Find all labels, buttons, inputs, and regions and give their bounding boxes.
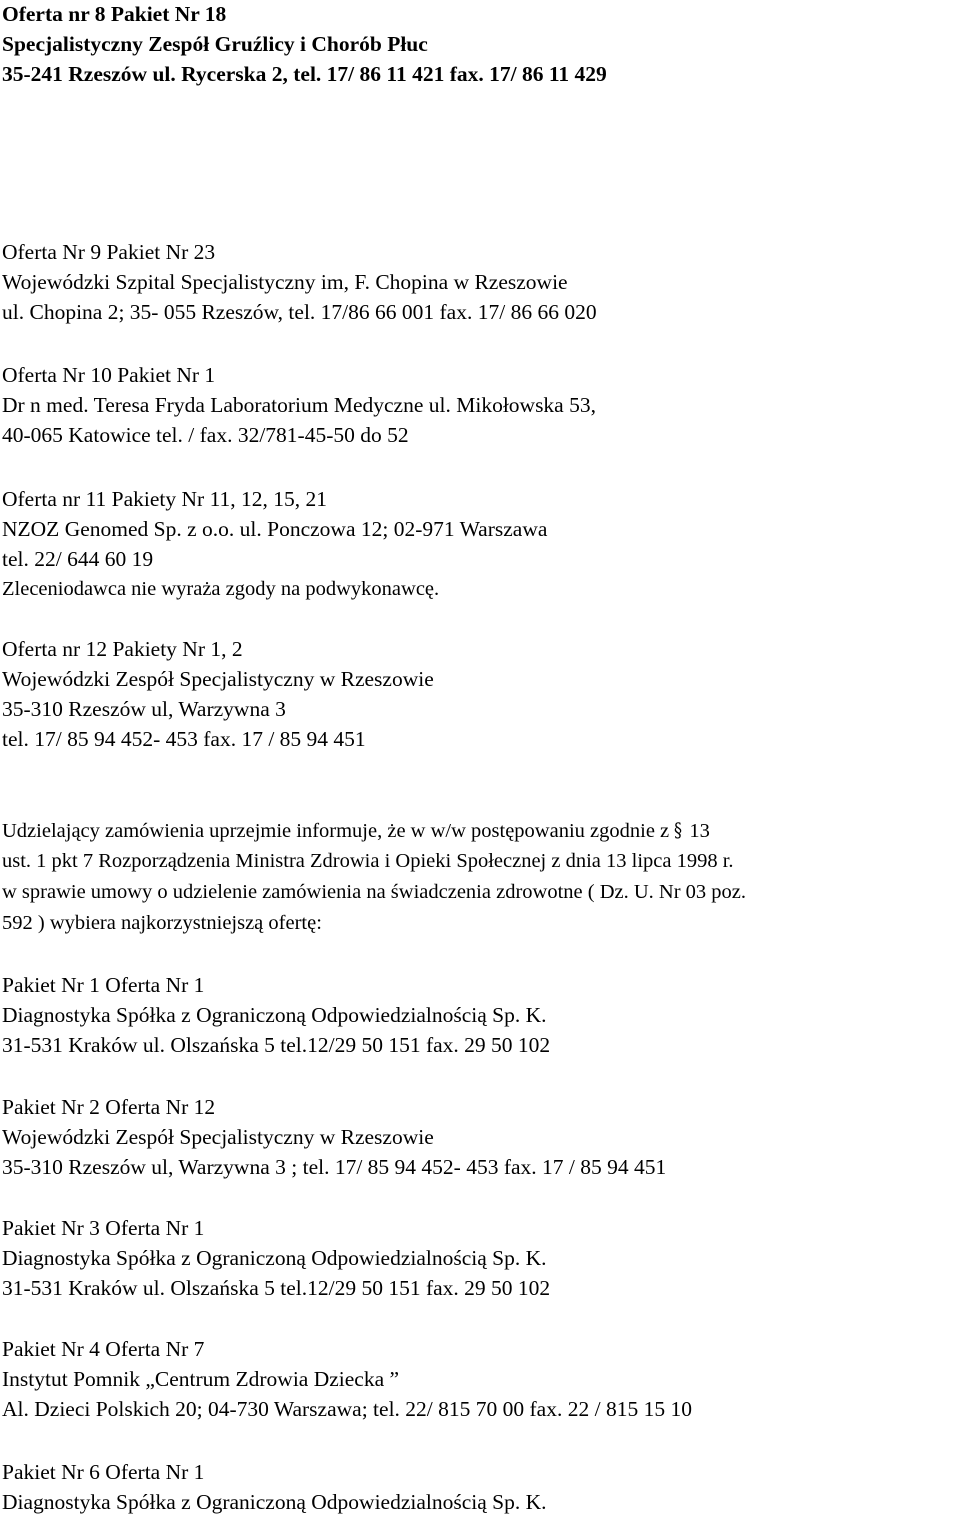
- package-4-address: Al. Dzieci Polskich 20; 04-730 Warszawa; tel. 22/ 815 70 00 fax. 22 / 815 15 10: [2, 1397, 692, 1421]
- offer-10-heading: Oferta Nr 10 Pakiet Nr 1: [2, 363, 216, 387]
- offer-9-address: ul. Chopina 2; 35- 055 Rzeszów, tel. 17/86 66 001 fax. 17/ 86 66 020: [2, 300, 597, 324]
- offer-12-address: 35-310 Rzeszów ul, Warzywna 3: [2, 697, 286, 721]
- offer-11-provider: NZOZ Genomed Sp. z o.o. ul. Ponczowa 12; 02-971 Warszawa: [2, 517, 548, 541]
- package-3-heading: Pakiet Nr 3 Oferta Nr 1: [2, 1216, 205, 1240]
- offer-12-heading: Oferta nr 12 Pakiety Nr 1, 2: [2, 637, 243, 661]
- package-6-heading: Pakiet Nr 6 Oferta Nr 1: [2, 1460, 205, 1484]
- package-1-heading: Pakiet Nr 1 Oferta Nr 1: [2, 973, 205, 997]
- package-3-address: 31-531 Kraków ul. Olszańska 5 tel.12/29 50 151 fax. 29 50 102: [2, 1276, 551, 1300]
- package-3-provider: Diagnostyka Spółka z Ograniczoną Odpowiedzialnością Sp. K.: [2, 1246, 547, 1270]
- statement-line-4: 592 ) wybiera najkorzystniejszą ofertę:: [2, 912, 322, 934]
- package-6-provider: Diagnostyka Spółka z Ograniczoną Odpowiedzialnością Sp. K.: [2, 1490, 547, 1514]
- package-2-heading: Pakiet Nr 2 Oferta Nr 12: [2, 1095, 216, 1119]
- offer-8-provider: Specjalistyczny Zespół Gruźlicy i Chorób Płuc: [2, 32, 428, 56]
- offer-10-address: 40-065 Katowice tel. / fax. 32/781-45-50 do 52: [2, 423, 409, 447]
- offer-9-provider: Wojewódzki Szpital Specjalistyczny im, F. Chopina w Rzeszowie: [2, 270, 568, 294]
- offer-9-heading: Oferta Nr 9 Pakiet Nr 23: [2, 240, 216, 264]
- statement-line-3: w sprawie umowy o udzielenie zamówienia na świadczenia zdrowotne ( Dz. U. Nr 03 poz.: [2, 881, 747, 903]
- offer-8-heading: Oferta nr 8 Pakiet Nr 18: [2, 2, 227, 26]
- package-4-provider: Instytut Pomnik „Centrum Zdrowia Dziecka ”: [2, 1367, 400, 1391]
- package-2-provider: Wojewódzki Zespół Specjalistyczny w Rzeszowie: [2, 1125, 434, 1149]
- package-2-address: 35-310 Rzeszów ul, Warzywna 3 ; tel. 17/ 85 94 452- 453 fax. 17 / 85 94 451: [2, 1155, 667, 1179]
- section-sign: §: [674, 818, 683, 842]
- offer-11-heading: Oferta nr 11 Pakiety Nr 11, 12, 15, 21: [2, 487, 328, 511]
- package-1-address: 31-531 Kraków ul. Olszańska 5 tel.12/29 50 151 fax. 29 50 102: [2, 1033, 551, 1057]
- offer-10-provider: Dr n med. Teresa Fryda Laboratorium Medyczne ul. Mikołowska 53,: [2, 393, 596, 417]
- package-4-heading: Pakiet Nr 4 Oferta Nr 7: [2, 1337, 205, 1361]
- offer-12-phone: tel. 17/ 85 94 452- 453 fax. 17 / 85 94 451: [2, 727, 366, 751]
- statement-line-1: [2, 817, 710, 844]
- statement-line-2: ust. 1 pkt 7 Rozporządzenia Ministra Zdrowia i Opieki Społecznej z dnia 13 lipca 1998 r.: [2, 850, 734, 872]
- offer-8-address: 35-241 Rzeszów ul. Rycerska 2, tel. 17/ 86 11 421 fax. 17/ 86 11 429: [2, 62, 607, 86]
- offer-12-provider: Wojewódzki Zespół Specjalistyczny w Rzeszowie: [2, 667, 434, 691]
- offer-11-note: Zleceniodawca nie wyraża zgody na podwykonawcę.: [2, 578, 440, 600]
- package-1-provider: Diagnostyka Spółka z Ograniczoną Odpowiedzialnością Sp. K.: [2, 1003, 547, 1027]
- statement-section-number: 13: [689, 820, 710, 842]
- statement-line-1-text: Udzielający zamówienia uprzejmie informuje, że w w/w postępowaniu zgodnie z: [2, 820, 670, 842]
- offer-11-phone: tel. 22/ 644 60 19: [2, 547, 154, 571]
